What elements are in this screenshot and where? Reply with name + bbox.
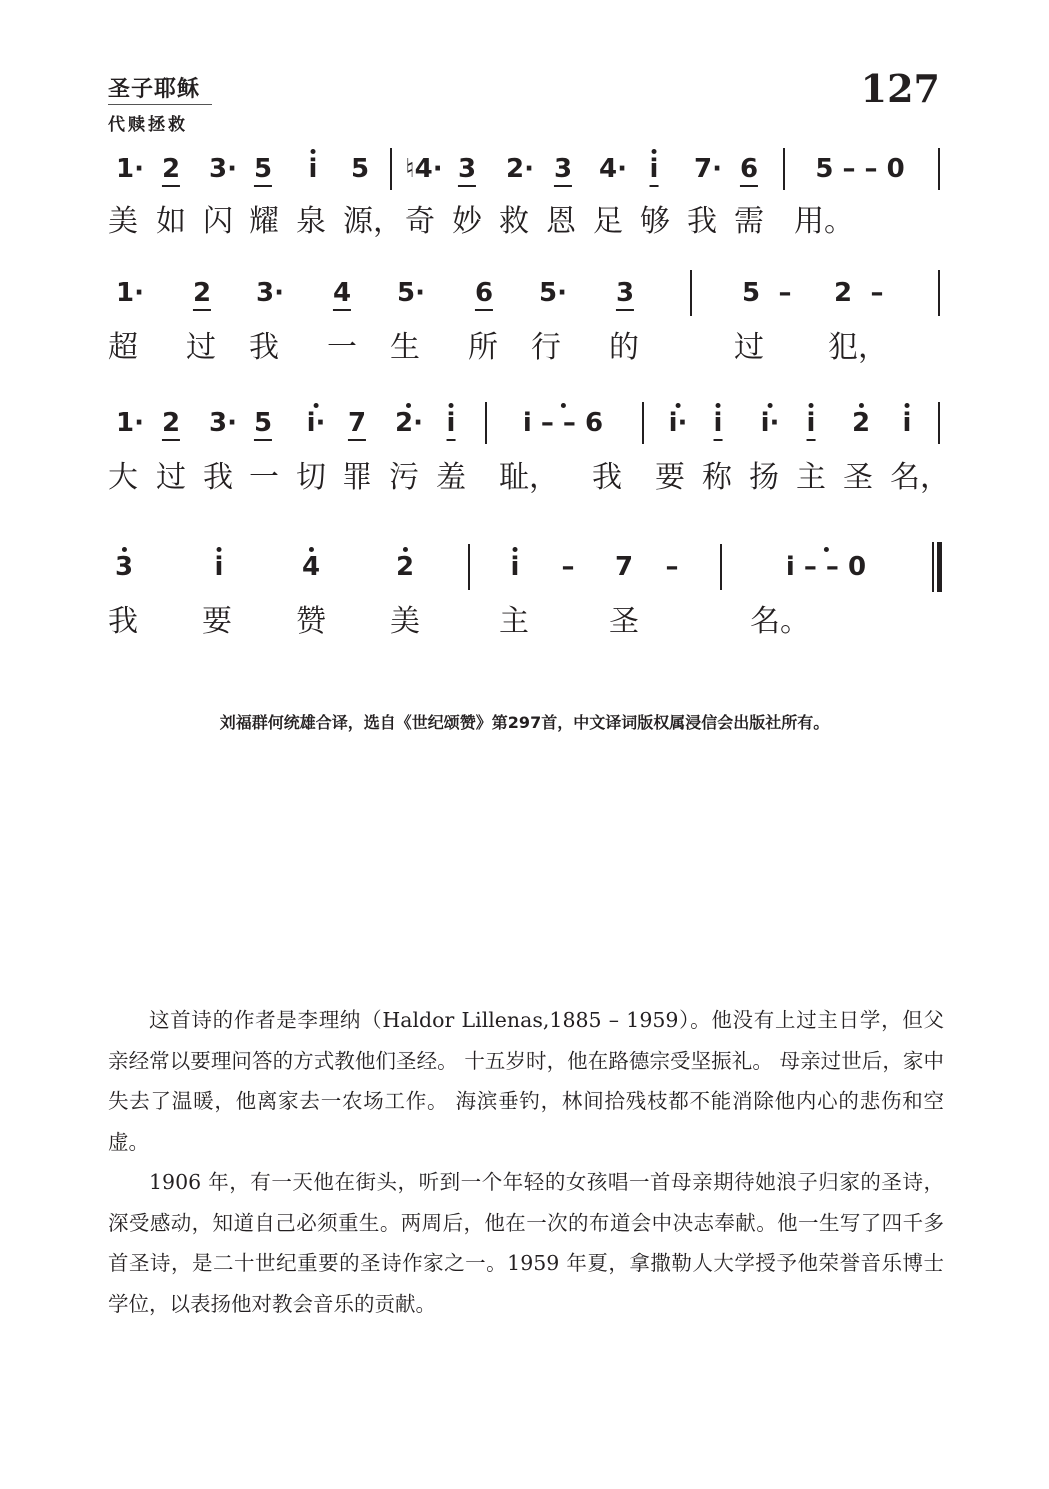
note: ♮4· (405, 154, 443, 184)
note: 2 (162, 154, 180, 187)
lyric: 圣 (843, 460, 873, 495)
note: 4 (333, 278, 351, 311)
lyric: 恩 (546, 204, 576, 239)
lyric: 需 (734, 204, 764, 239)
lyric: 罪 (342, 460, 372, 495)
bar-line (468, 544, 470, 590)
lyric: 美 (390, 604, 420, 639)
lyric: 超 (108, 330, 138, 365)
lyric: 救 (499, 204, 529, 239)
lyric: 美 (108, 204, 138, 239)
page-number: 127 (860, 66, 940, 111)
lyric: 赞 (296, 604, 326, 639)
note: 6 (475, 278, 493, 311)
lyric: 所 (468, 330, 498, 365)
note: i (447, 408, 456, 441)
lyric: 羞 (436, 460, 466, 495)
lyric: 名。 (750, 604, 810, 639)
note: 2· (506, 154, 534, 184)
note: 4 (301, 552, 321, 582)
lyric: 耻， (499, 460, 559, 495)
lyric: 过 (734, 330, 764, 365)
note: 2 (833, 278, 853, 308)
bar-line (938, 270, 940, 316)
bar-line (485, 402, 487, 444)
note: i· (668, 408, 688, 438)
note: i (714, 408, 723, 441)
lyric: 用。 (794, 204, 854, 239)
lyric: 够 (640, 204, 670, 239)
lyric: 称 (702, 460, 732, 495)
note: 7 (614, 552, 634, 582)
lyric: 名， (890, 460, 950, 495)
lyric: 主 (499, 604, 529, 639)
note: – (561, 552, 575, 582)
note: i (902, 408, 912, 438)
note: 6 (740, 154, 758, 187)
note: 1· (116, 154, 144, 184)
lyric: 一 (249, 460, 279, 495)
note: i· (760, 408, 780, 438)
note: 7· (694, 154, 722, 184)
note: 2 (395, 552, 415, 582)
lyric: 我 (203, 460, 233, 495)
note: 1· (116, 278, 144, 308)
body-paragraph-1: 这首诗的作者是李理纳（Haldor Lillenas,1885 – 1959）。他没有上过主日学，但父亲经常以要理问答的方式教他们圣经。 十五岁时，他在路德宗受坚振礼。 母亲过世后，家中失去了温暖，他离家去一农场工作。 海滨垂钓，林间拾残枝都不能消除他内心的悲伤和空虚。 (108, 1008, 944, 1154)
bar-line (938, 148, 940, 190)
note: 5 – – 0 (815, 154, 905, 184)
note: 2· (395, 408, 423, 438)
lyric: 如 (156, 204, 186, 239)
bar-line (390, 148, 392, 190)
header-divider (108, 104, 212, 105)
lyric: 圣 (609, 604, 639, 639)
lyric: 足 (593, 204, 623, 239)
note: i – – 0 (785, 552, 867, 582)
lyric: 要 (655, 460, 685, 495)
note: i (807, 408, 816, 441)
bar-line (783, 148, 785, 190)
note: i· (306, 408, 326, 438)
section-title: 圣子耶稣 (108, 76, 201, 102)
bar-line (720, 544, 722, 590)
lyric: 扬 (749, 460, 779, 495)
note: 2 (851, 408, 871, 438)
note: 3· (209, 154, 237, 184)
lyric: 闪 (203, 204, 233, 239)
lyric: 切 (296, 460, 326, 495)
note: i (510, 552, 520, 582)
lyric: 过 (186, 330, 216, 365)
note: 5 (254, 408, 272, 441)
lyric: 要 (202, 604, 232, 639)
note: 3 (616, 278, 634, 311)
note: – (870, 278, 884, 308)
lyric: 源， (343, 204, 403, 239)
note: 3· (209, 408, 237, 438)
lyric: 妙 (452, 204, 482, 239)
bar-line (690, 270, 692, 316)
bar-line (642, 402, 644, 444)
lyric: 行 (531, 330, 561, 365)
lyric: 一 (327, 330, 357, 365)
lyric: 大 (108, 460, 138, 495)
lyric: 我 (687, 204, 717, 239)
note: 3 (554, 154, 572, 187)
final-bar-thick (937, 542, 942, 592)
note: 5 (350, 154, 370, 184)
lyric: 泉 (296, 204, 326, 239)
note: 3· (256, 278, 284, 308)
translation-credit: 刘福群何统雄合译，选自《世纪颂赞》第297首，中文译词版权属浸信会出版社所有。 (219, 713, 830, 732)
note: 2 (193, 278, 211, 311)
note: 4· (599, 154, 627, 184)
final-bar-thin (932, 542, 934, 592)
note: – (778, 278, 792, 308)
note: i – – 6 (522, 408, 604, 438)
lyric: 我 (108, 604, 138, 639)
lyric: 过 (156, 460, 186, 495)
note: 3 (114, 552, 134, 582)
body-paragraph-2: 1906 年，有一天他在街头，听到一个年轻的女孩唱一首母亲期待她浪子归家的圣诗，深受感动，知道自己必须重生。两周后，他在一次的布道会中决志奉献。他一生写了四千多首圣诗，是二十世纪重要的圣诗作家之一。1959 年夏，拿撒勒人大学授予他荣誉音乐博士学位，以表扬他对教会音乐的贡献。 (108, 1170, 944, 1316)
bar-line (938, 402, 940, 444)
note: i (650, 154, 659, 187)
lyric: 污 (389, 460, 419, 495)
note: 1· (116, 408, 144, 438)
note: 5 (254, 154, 272, 187)
lyric: 主 (796, 460, 826, 495)
note: 2 (162, 408, 180, 441)
lyric: 我 (249, 330, 279, 365)
note: 5· (539, 278, 567, 308)
note: i (214, 552, 224, 582)
lyric: 奇 (405, 204, 435, 239)
note: 3 (458, 154, 476, 187)
note: 7 (348, 408, 366, 441)
lyric: 犯， (828, 330, 888, 365)
lyric: 我 (592, 460, 622, 495)
lyric: 生 (390, 330, 420, 365)
note: 5 (741, 278, 761, 308)
lyric: 的 (609, 330, 639, 365)
lyric: 耀 (249, 204, 279, 239)
note: 5· (397, 278, 425, 308)
note: i (308, 154, 318, 184)
section-subtitle: 代赎拯救 (108, 115, 188, 135)
note: – (665, 552, 679, 582)
